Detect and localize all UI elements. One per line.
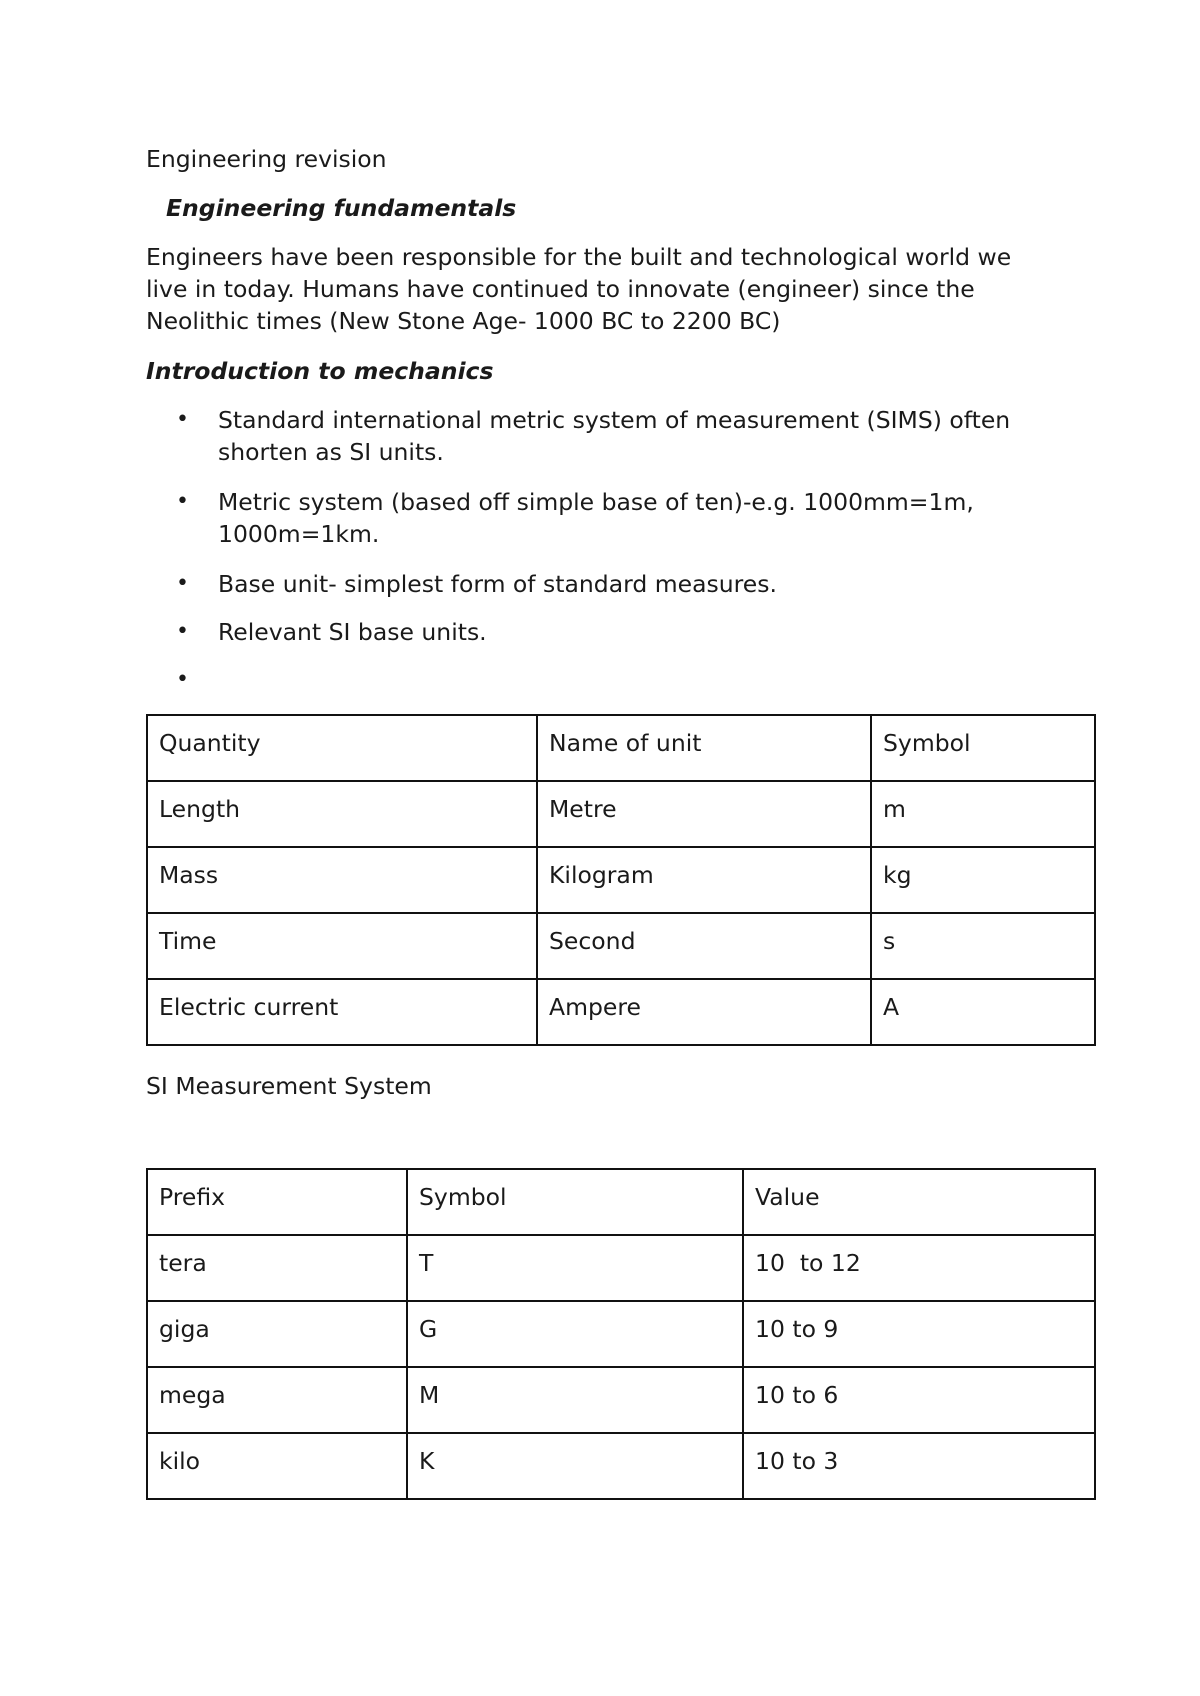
table-cell: Metre [537,781,871,847]
table-header-row [147,1169,1095,1235]
list-item-text: Metric system (based off simple base of ten)-e.g. 1000mm=1m, [218,488,974,516]
table-row [147,1235,1095,1301]
paragraph-line: live in today. Humans have continued to innovate (engineer) since the [146,275,975,303]
table-row [147,1367,1095,1433]
bullet-icon: • [176,407,189,432]
bullet-icon: • [176,489,189,514]
table-cell: Ampere [537,979,871,1045]
paragraph-line: Neolithic times (New Stone Age- 1000 BC to 2200 BC) [146,307,781,335]
document-title: Engineering revision [146,145,387,173]
si-units-table [146,714,1096,1046]
table-header-cell: Symbol [407,1169,743,1235]
table-cell: mega [147,1367,407,1433]
table-cell: M [407,1367,743,1433]
table-cell: 10 to 9 [743,1301,1095,1367]
table-cell: A [871,979,1095,1045]
table-header-cell: Quantity [147,715,537,781]
table-row [147,979,1095,1045]
table-cell: Electric current [147,979,537,1045]
table-cell: kilo [147,1433,407,1499]
section-heading-mechanics: Introduction to mechanics [146,357,494,385]
table-cell: m [871,781,1095,847]
table-cell: T [407,1235,743,1301]
list-item-text: shorten as SI units. [218,438,444,466]
table-cell: giga [147,1301,407,1367]
table-cell: kg [871,847,1095,913]
table-cell: 10 to 12 [743,1235,1095,1301]
table-cell: s [871,913,1095,979]
table-cell: Second [537,913,871,979]
list-item-text: Relevant SI base units. [218,618,487,646]
table-row [147,1433,1095,1499]
paragraph-line: Engineers have been responsible for the built and technological world we [146,243,1012,271]
list-item-text: 1000m=1km. [218,520,380,548]
table-row [147,1301,1095,1367]
section-heading-fundamentals: Engineering fundamentals [166,194,517,222]
table-row [147,781,1095,847]
table-header-cell: Prefix [147,1169,407,1235]
bullet-icon: • [176,667,189,692]
table-header-cell: Symbol [871,715,1095,781]
table-header-row [147,715,1095,781]
table-caption: SI Measurement System [146,1072,432,1100]
table-cell: Mass [147,847,537,913]
si-prefix-table [146,1168,1096,1500]
list-item-text: Standard international metric system of measurement (SIMS) often [218,406,1011,434]
table-header-cell: Value [743,1169,1095,1235]
table-cell: 10 to 6 [743,1367,1095,1433]
table-cell: Length [147,781,537,847]
table-cell: K [407,1433,743,1499]
table-cell: 10 to 3 [743,1433,1095,1499]
table-cell: tera [147,1235,407,1301]
bullet-icon: • [176,619,189,644]
table-cell: Time [147,913,537,979]
bullet-icon: • [176,571,189,596]
list-item-text: Base unit- simplest form of standard measures. [218,570,777,598]
table-header-cell: Name of unit [537,715,871,781]
table-row [147,913,1095,979]
table-cell: G [407,1301,743,1367]
table-cell: Kilogram [537,847,871,913]
table-row [147,847,1095,913]
